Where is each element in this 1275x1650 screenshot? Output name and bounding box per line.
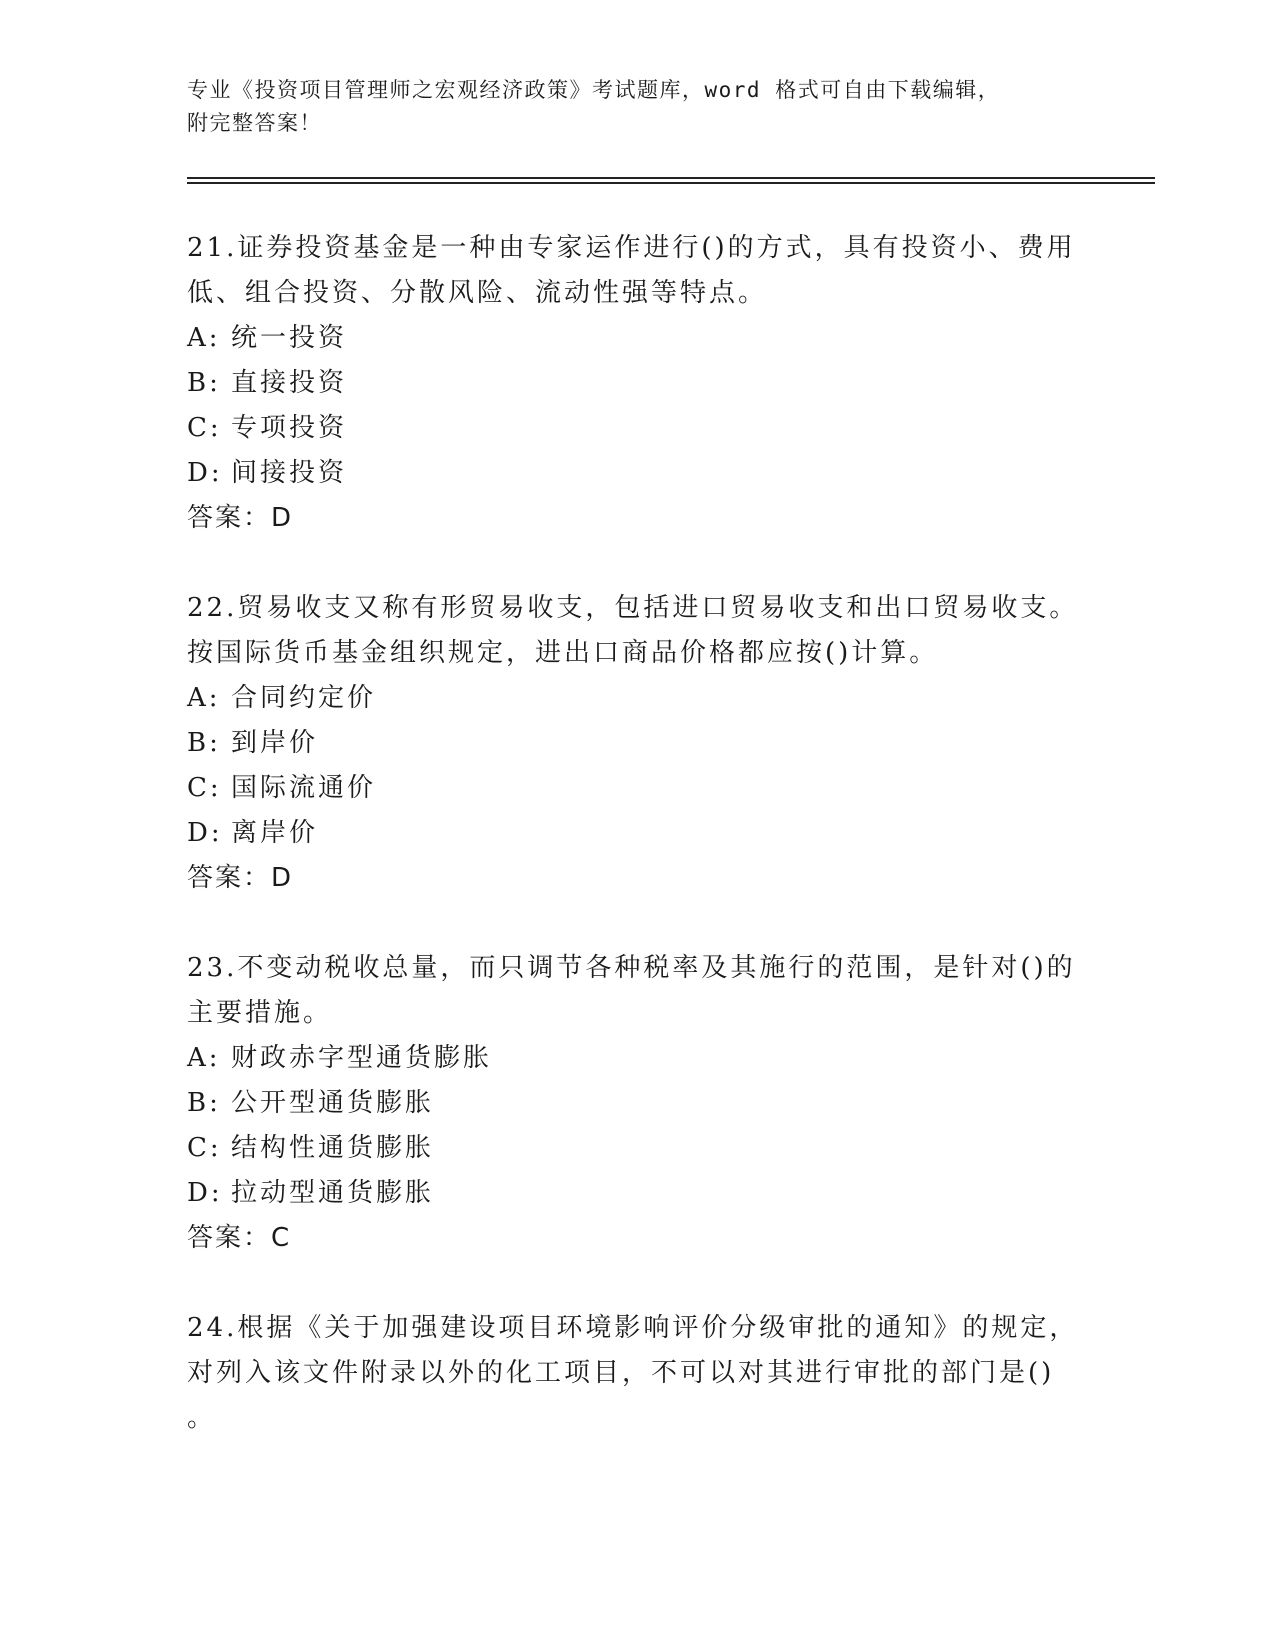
option-letter: D: (187, 818, 223, 848)
option-letter: B: (187, 1088, 221, 1118)
option-letter: A: (187, 683, 221, 713)
option-letter: C: (187, 413, 222, 443)
option-b (187, 721, 1087, 766)
option-text: 结构性通货膨胀 (231, 1133, 435, 1163)
option-b (187, 1081, 1087, 1126)
document-header (187, 74, 1067, 140)
option-text: 合同约定价 (231, 683, 377, 713)
option-text: 离岸价 (231, 818, 319, 848)
header-line-2: 附完整答案！ (187, 111, 322, 135)
question-text-line: 。 (187, 1403, 217, 1433)
option-text: 财政赤字型通货膨胀 (231, 1043, 493, 1073)
option-letter: A: (187, 323, 221, 353)
option-c (187, 1126, 1087, 1171)
question-text-line: 21.证券投资基金是一种由专家运作进行()的方式，具有投资小、费用 (187, 233, 1076, 263)
header-line-1: 专业《投资项目管理师之宏观经济政策》考试题库，word 格式可自由下载编辑， (187, 78, 1001, 102)
option-letter: D: (187, 458, 223, 488)
question-text-line: 主要措施。 (187, 998, 333, 1028)
header-divider-bottom (187, 182, 1155, 184)
header-divider-top (187, 177, 1155, 179)
option-d (187, 451, 1087, 496)
question-23 (187, 946, 1087, 1261)
question-text-line: 23.不变动税收总量，而只调节各种税率及其施行的范围，是针对()的 (187, 953, 1076, 983)
option-text: 拉动型通货膨胀 (231, 1178, 435, 1208)
option-text: 直接投资 (231, 368, 348, 398)
question-text-line: 24.根据《关于加强建设项目环境影响评价分级审批的通知》的规定， (187, 1313, 1079, 1343)
question-text-line: 对列入该文件附录以外的化工项目，不可以对其进行审批的部门是() (187, 1358, 1055, 1388)
option-text: 统一投资 (231, 323, 348, 353)
option-letter: B: (187, 728, 221, 758)
option-d (187, 811, 1087, 856)
option-letter: A: (187, 1043, 221, 1073)
option-text: 专项投资 (231, 413, 348, 443)
option-text: 到岸价 (231, 728, 319, 758)
answer-label: 答案：D (187, 503, 294, 533)
option-letter: B: (187, 368, 221, 398)
option-d (187, 1171, 1087, 1216)
question-24 (187, 1306, 1087, 1441)
answer-label: 答案：D (187, 863, 294, 893)
option-b (187, 361, 1087, 406)
option-text: 国际流通价 (231, 773, 377, 803)
answer-label: 答案：C (187, 1223, 292, 1253)
option-c (187, 766, 1087, 811)
option-text: 间接投资 (231, 458, 348, 488)
question-text-line: 22.贸易收支又称有形贸易收支，包括进口贸易收支和出口贸易收支。 (187, 593, 1079, 623)
question-text-line: 按国际货币基金组织规定，进出口商品价格都应按()计算。 (187, 638, 939, 668)
question-text-line: 低、组合投资、分散风险、流动性强等特点。 (187, 278, 768, 308)
option-a (187, 676, 1087, 721)
option-a (187, 1036, 1087, 1081)
option-c (187, 406, 1087, 451)
option-letter: C: (187, 773, 222, 803)
option-text: 公开型通货膨胀 (231, 1088, 435, 1118)
option-letter: D: (187, 1178, 223, 1208)
question-21 (187, 226, 1087, 541)
option-letter: C: (187, 1133, 222, 1163)
question-22 (187, 586, 1087, 901)
option-a (187, 316, 1087, 361)
